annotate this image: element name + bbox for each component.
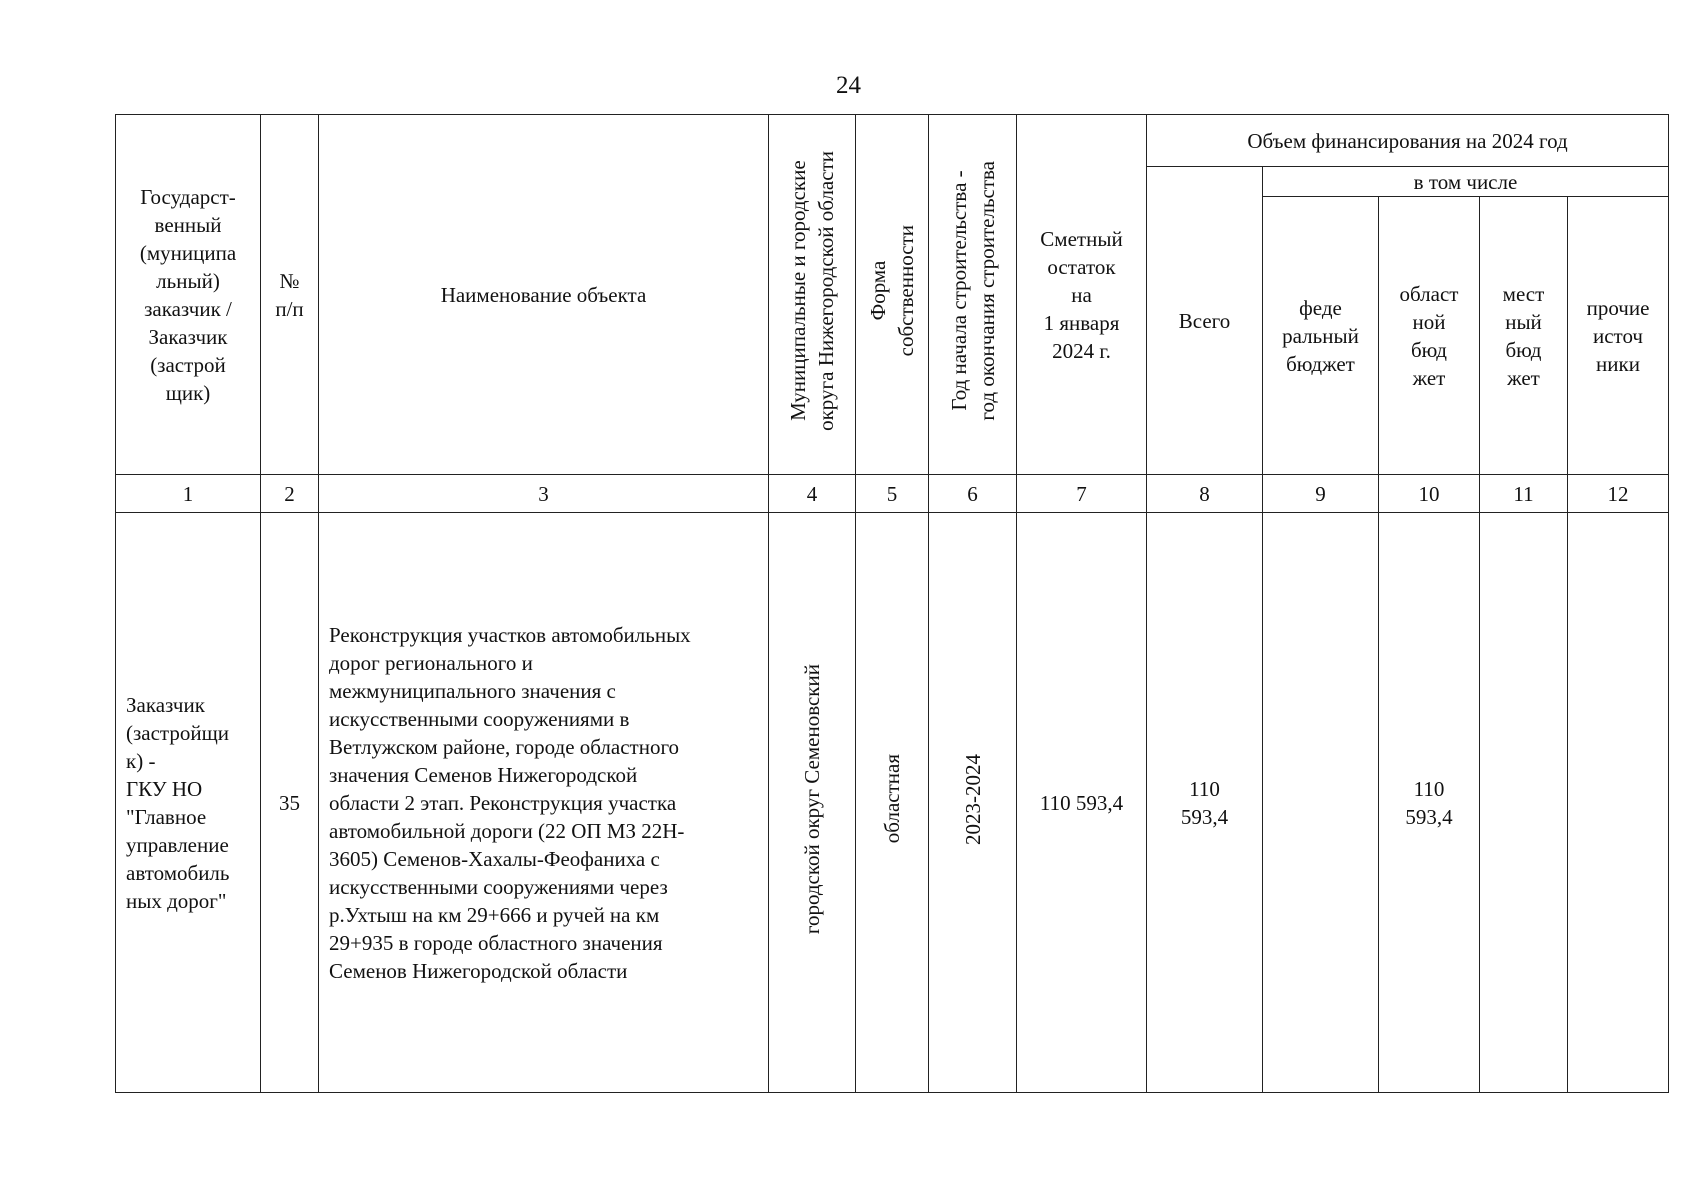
column-number-row — [116, 475, 1669, 513]
header-other: прочие источ ники — [1568, 197, 1669, 475]
header-years-text: Год начала строительства - год окончания строительства — [946, 161, 999, 421]
federal-cell — [1263, 513, 1379, 1093]
header-number: № п/п — [261, 115, 319, 475]
column-number: 12 — [1568, 475, 1669, 513]
header-federal: феде ральный бюджет — [1263, 197, 1379, 475]
column-number: 4 — [769, 475, 856, 513]
header-ownership — [856, 115, 929, 475]
header-object-name: Наименование объекта — [319, 115, 769, 475]
local-cell — [1480, 513, 1568, 1093]
years-cell — [929, 513, 1017, 1093]
column-number: 2 — [261, 475, 319, 513]
header-regional: област ной бюд жет — [1379, 197, 1480, 475]
page-number: 24 — [836, 72, 861, 99]
header-total: Всего — [1147, 167, 1263, 475]
column-number: 6 — [929, 475, 1017, 513]
header-including: в том числе — [1263, 167, 1669, 197]
estimate-cell: 110 593,4 — [1017, 513, 1147, 1093]
table-row — [116, 513, 1669, 1093]
header-years — [929, 115, 1017, 475]
municipality-text: городской округ Семеновский — [800, 663, 824, 935]
column-number: 9 — [1263, 475, 1379, 513]
customer-cell: Заказчик (застройщи к) - ГКУ НО "Главное управление автомобиль ных дорог" — [116, 513, 261, 1093]
regional-cell: 110 593,4 — [1379, 513, 1480, 1093]
column-number: 8 — [1147, 475, 1263, 513]
header-estimate: Сметный остаток на 1 января 2024 г. — [1017, 115, 1147, 475]
ownership-cell — [856, 513, 929, 1093]
years-text: 2023-2024 — [960, 753, 985, 845]
header-customer: Государст- венный (муниципа льный) заказчик / Заказчик (застрой щик) — [116, 115, 261, 475]
column-number: 7 — [1017, 475, 1147, 513]
column-number: 10 — [1379, 475, 1480, 513]
header-ownership-text: Форма собственности — [866, 225, 918, 357]
other-cell — [1568, 513, 1669, 1093]
header-row-top — [116, 115, 1669, 167]
total-cell: 110 593,4 — [1147, 513, 1263, 1093]
header-funding-group: Объем финансирования на 2024 год — [1147, 115, 1669, 167]
header-municipality — [769, 115, 856, 475]
number-cell: 35 — [261, 513, 319, 1093]
column-number: 1 — [116, 475, 261, 513]
municipality-cell — [769, 513, 856, 1093]
column-number: 3 — [319, 475, 769, 513]
column-number: 5 — [856, 475, 929, 513]
ownership-text: областная — [880, 754, 904, 844]
financing-table — [115, 114, 1669, 1093]
header-municipality-text: Муниципальные и городские округа Нижегородской области — [786, 151, 838, 431]
object-name-cell: Реконструкция участков автомобильных дорог регионального и межмуниципального значения с искусственными сооружениями в Ветлужском районе, городе областного значения Семенов Нижегородской области 2 этап. Реконструкция участка автомобильной дороги (22 ОП МЗ 22Н- 3605) Семенов-Хахалы-Феофаниха с искусственными сооружениями через р.Ухтыш на км 29+666 и ручей на км 29+935 в городе областного значения Семенов Нижегородской области — [319, 513, 769, 1093]
header-local: мест ный бюд жет — [1480, 197, 1568, 475]
column-number: 11 — [1480, 475, 1568, 513]
